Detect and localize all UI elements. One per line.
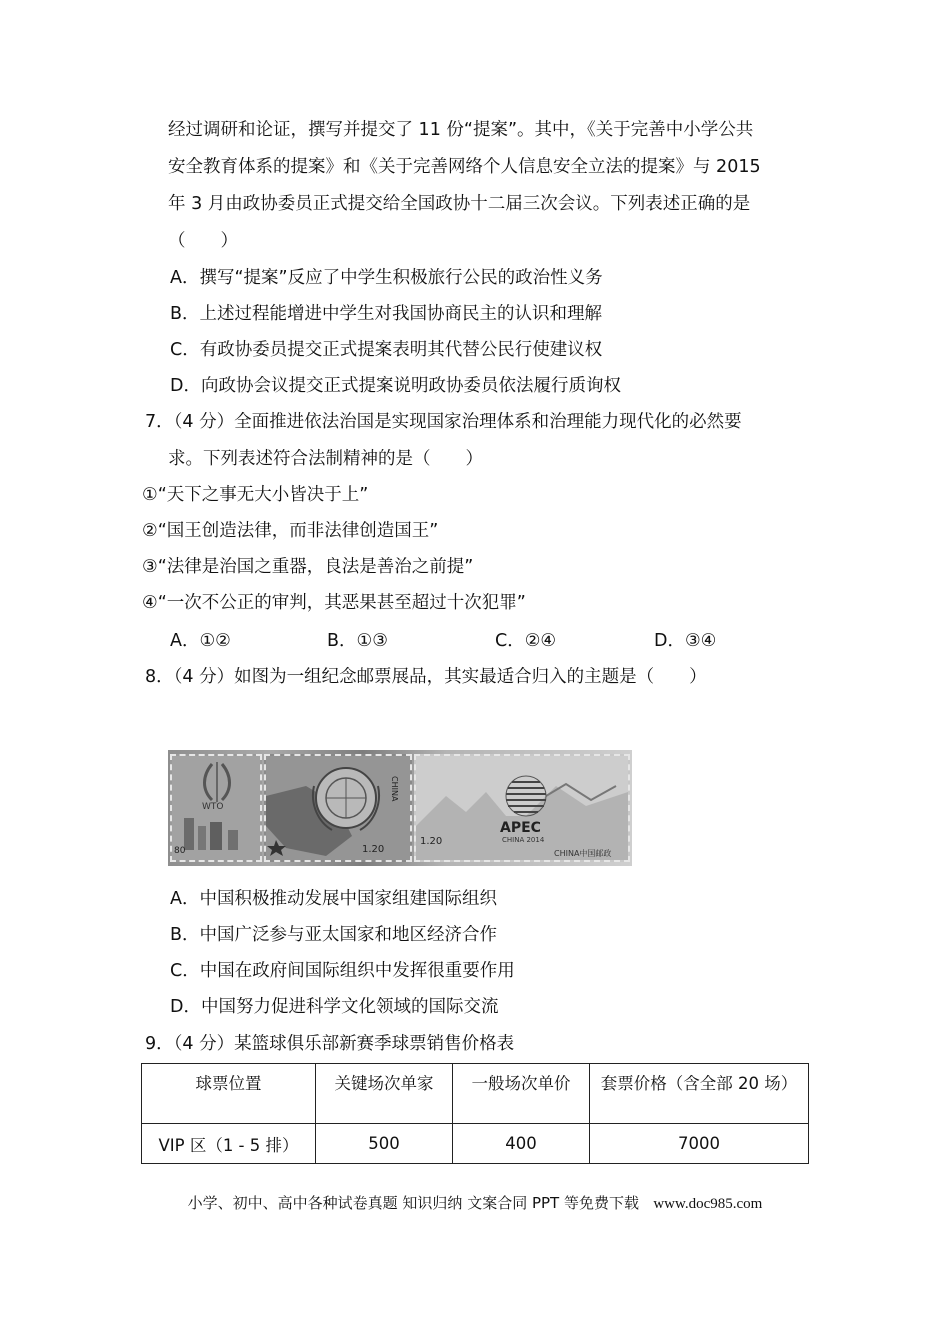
q6-option-c: C．有政协委员提交正式提案表明其代替公民行使建议权 bbox=[170, 340, 603, 360]
q8-option-d: D．中国努力促进科学文化领域的国际交流 bbox=[170, 997, 499, 1017]
q6-option-d: D．向政协会议提交正式提案说明政协委员依法履行质询权 bbox=[170, 376, 621, 396]
great-wall-icon bbox=[416, 756, 628, 860]
q9-stem: 9．（4 分）某篮球俱乐部新赛季球票销售价格表 bbox=[145, 1034, 515, 1054]
q7-item-2: ②“国王创造法律，而非法律创造国王” bbox=[142, 521, 439, 541]
table-header-cell: 套票价格（含全部 20 场） bbox=[590, 1064, 809, 1124]
q6-option-b: B．上述过程能增进中学生对我国协商民主的认识和理解 bbox=[170, 304, 603, 324]
table-header-cell: 一般场次单价 bbox=[453, 1064, 590, 1124]
page-footer bbox=[0, 1192, 950, 1213]
q7-stem-line-1: 7．（4 分）全面推进依法治国是实现国家治理体系和治理能力现代化的必然要 bbox=[145, 412, 742, 432]
q7-option-a: A．①② bbox=[170, 631, 231, 651]
q8-option-b: B．中国广泛参与亚太国家和地区经济合作 bbox=[170, 925, 498, 945]
table-cell: 500 bbox=[316, 1124, 453, 1164]
wto-label: WTO bbox=[202, 802, 224, 812]
q7-option-b: B．①③ bbox=[327, 631, 388, 651]
table-cell: 400 bbox=[453, 1124, 590, 1164]
q8-option-c: C．中国在政府间国际组织中发挥很重要作用 bbox=[170, 961, 515, 981]
q7-item-4: ④“一次不公正的审判，其恶果甚至超过十次犯罪” bbox=[142, 593, 526, 613]
stamp-image bbox=[168, 750, 632, 866]
table-cell: VIP 区（1 - 5 排） bbox=[142, 1124, 316, 1164]
un-emblem-icon bbox=[266, 756, 410, 860]
stamp1-value: 80 bbox=[174, 846, 186, 856]
apec-stamp bbox=[414, 754, 630, 862]
table-row bbox=[142, 1124, 809, 1164]
q6-line-3: 年 3 月由政协委员正式提交给全国政协十二届三次会议。下列表述正确的是 bbox=[168, 194, 751, 214]
q7-stem-line-2: 求。下列表述符合法制精神的是（ ） bbox=[168, 449, 483, 469]
footer-url[interactable]: www.doc985.com bbox=[653, 1196, 763, 1212]
stamp3-value: 1.20 bbox=[420, 836, 443, 847]
footer-text: 小学、初中、高中各种试卷真题 知识归纳 文案合同 PPT 等免费下载 bbox=[187, 1194, 639, 1212]
table-header-cell: 球票位置 bbox=[142, 1064, 316, 1124]
stamp3-country: CHINA中国邮政 bbox=[554, 849, 612, 858]
apec-sublabel: CHINA 2014 bbox=[502, 836, 545, 844]
stamp2-country: CHINA bbox=[390, 776, 399, 802]
q6-line-4: （ ） bbox=[168, 231, 238, 251]
q6-line-1: 经过调研和论证，撰写并提交了 11 份“提案”。其中，《关于完善中小学公共 bbox=[168, 120, 754, 140]
table-header-cell: 关键场次单家 bbox=[316, 1064, 453, 1124]
q7-options bbox=[170, 627, 716, 652]
q7-item-3: ③“法律是治国之重器，良法是善治之前提” bbox=[142, 557, 474, 577]
q8-option-a: A．中国积极推动发展中国家组建国际组织 bbox=[170, 889, 497, 909]
q8-stem: 8．（4 分）如图为一组纪念邮票展品，其实最适合归入的主题是（ ） bbox=[145, 667, 707, 687]
table-header-row bbox=[142, 1064, 809, 1124]
apec-label: APEC bbox=[500, 820, 541, 836]
q7-item-1: ①“天下之事无大小皆决于上” bbox=[142, 485, 369, 505]
table-cell: 7000 bbox=[590, 1124, 809, 1164]
q6-line-2: 安全教育体系的提案》和《关于完善网络个人信息安全立法的提案》与 2015 bbox=[168, 157, 761, 177]
un-stamp bbox=[264, 754, 412, 862]
stamp2-value: 1.20 bbox=[362, 844, 385, 855]
price-table bbox=[141, 1063, 809, 1164]
wto-stamp bbox=[170, 754, 262, 862]
q7-option-c: C．②④ bbox=[495, 631, 557, 651]
q7-option-d: D．③④ bbox=[654, 631, 717, 651]
q6-option-a: A．撰写“提案”反应了中学生积极旅行公民的政治性义务 bbox=[170, 268, 603, 288]
